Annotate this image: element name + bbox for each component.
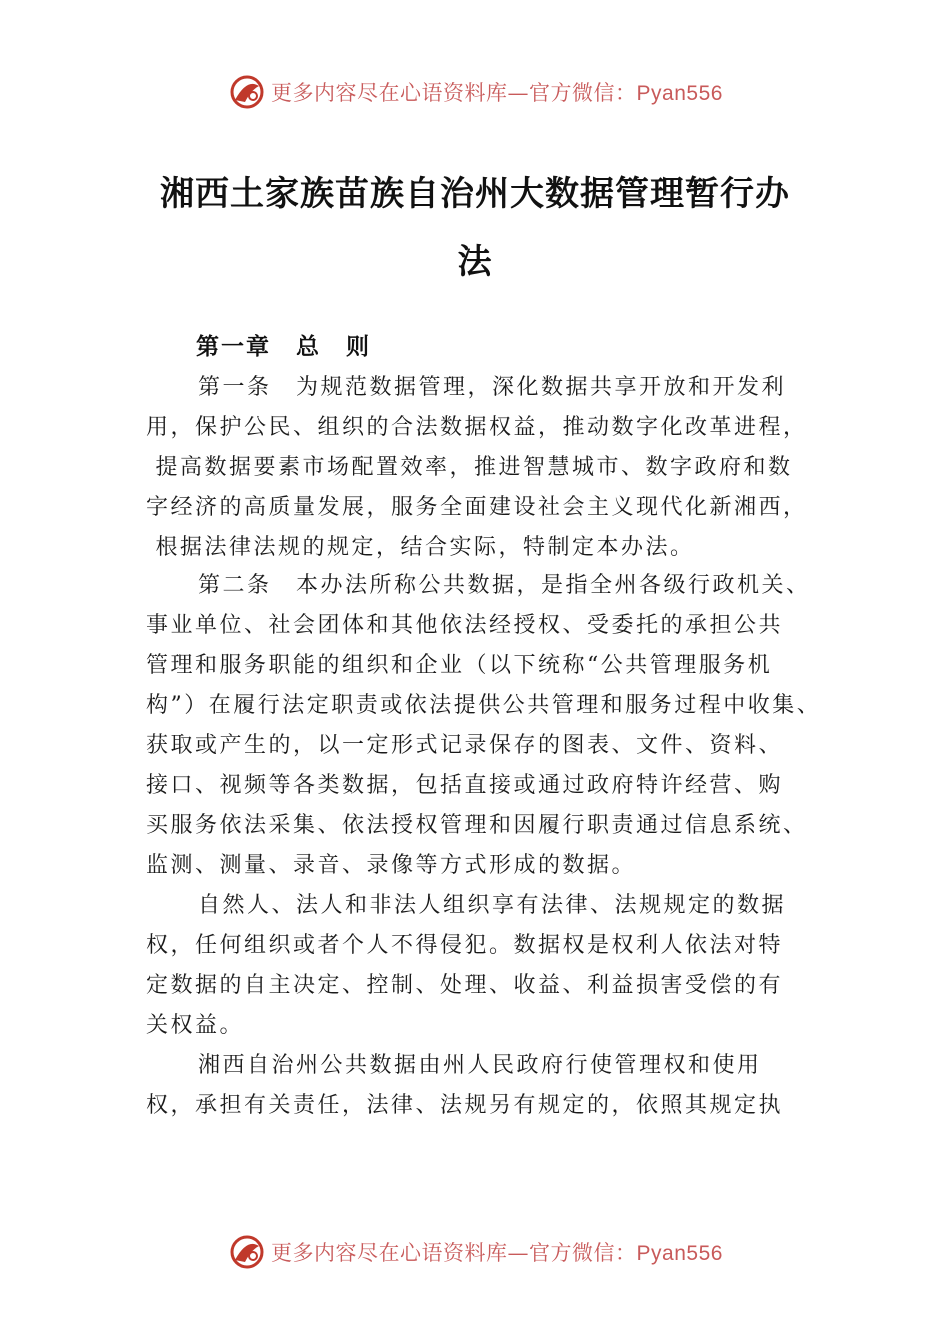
chapter-heading: 第一章 总 则 (196, 333, 371, 360)
watermark-text: 更多内容尽在心语资料库—官方微信：Pyan556 (271, 81, 723, 105)
body-line: 权，承担有关责任，法律、法规另有规定的，依照其规定执 (146, 1093, 784, 1118)
body-line: 用，保护公民、组织的合法数据权益，推动数字化改革进程， (146, 415, 808, 440)
body-line: 定数据的自主决定、控制、处理、收益、利益损害受偿的有 (146, 973, 784, 998)
body-line: 字经济的高质量发展，服务全面建设社会主义现代化新湘西， (146, 495, 808, 520)
body-line: 接口、视频等各类数据，包括直接或通过政府特许经营、购 (146, 773, 784, 798)
watermark-header (0, 72, 950, 112)
body-line: 第二条 本办法所称公共数据，是指全州各级行政机关、 (198, 573, 811, 598)
body-line: 提高数据要素市场配置效率，推进智慧城市、数字政府和数 (146, 455, 793, 480)
watermark-logo-icon (227, 72, 267, 112)
body-line: 构”）在履行法定职责或依法提供公共管理和服务过程中收集、 (146, 693, 822, 718)
body-line: 湘西自治州公共数据由州人民政府行使管理权和使用 (198, 1053, 762, 1078)
body-line: 权，任何组织或者个人不得侵犯。数据权是权利人依法对特 (146, 933, 784, 958)
body-line: 买服务依法采集、依法授权管理和因履行职责通过信息系统、 (146, 813, 808, 838)
document-title (140, 160, 810, 296)
watermark-text: 更多内容尽在心语资料库—官方微信：Pyan556 (271, 1241, 723, 1265)
body-line: 获取或产生的，以一定形式记录保存的图表、文件、资料、 (146, 733, 784, 758)
watermark-logo-icon (227, 1232, 267, 1272)
body-line: 管理和服务职能的组织和企业（以下统称“公共管理服务机 (146, 653, 773, 678)
body-line: 自然人、法人和非法人组织享有法律、法规规定的数据 (198, 893, 787, 918)
watermark-footer (0, 1232, 950, 1272)
watermark-brand: Pyan556 (636, 82, 723, 105)
watermark-brand: Pyan556 (636, 1242, 723, 1265)
body-line: 监测、测量、录音、录像等方式形成的数据。 (146, 853, 637, 878)
body-line: 事业单位、社会团体和其他依法经授权、受委托的承担公共 (146, 613, 784, 638)
title-line-1: 湘西土家族苗族自治州大数据管理暂行办 (160, 174, 790, 214)
body-line: 根据法律法规的规定，结合实际，特制定本办法。 (146, 535, 695, 560)
body-line: 关权益。 (146, 1013, 245, 1038)
body-line: 第一条 为规范数据管理，深化数据共享开放和开发利 (198, 375, 787, 400)
title-line-2: 法 (457, 242, 493, 282)
